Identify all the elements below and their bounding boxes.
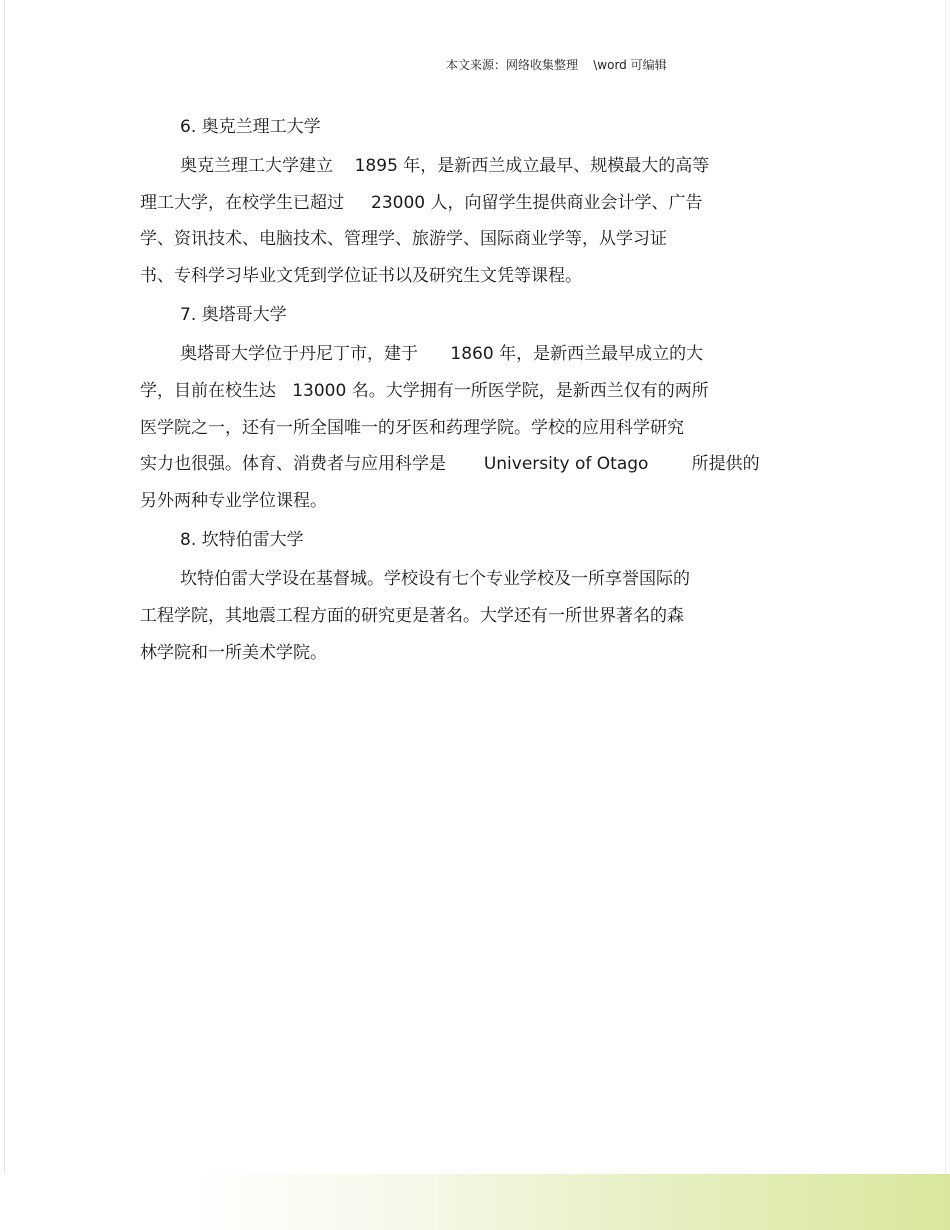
page-right-edge <box>945 0 946 1230</box>
page-left-edge <box>4 0 5 1230</box>
paragraph-line: 理工大学，在校学生已超过 23000 人，向留学生提供商业会计学、广告 <box>140 192 703 213</box>
paragraph-line: 学、资讯技术、电脑技术、管理学、旅游学、国际商业学等，从学习证 <box>140 229 667 250</box>
paragraph-line: 奥克兰理工大学建立 1895 年，是新西兰成立最早、规模最大的高等 <box>180 156 710 176</box>
decorative-footer-gradient <box>0 1174 950 1230</box>
section-paragraph-8 <box>140 561 810 671</box>
section-heading-6: 6. 奥克兰理工大学 <box>180 117 321 137</box>
document-body <box>140 112 810 677</box>
section-paragraph-6 <box>140 148 810 294</box>
paragraph-line: 学，目前在校生达 13000 名。大学拥有一所医学院，是新西兰仅有的两所 <box>140 380 709 401</box>
section-heading-8: 8. 坎特伯雷大学 <box>180 530 304 551</box>
paragraph-line: 工程学院，其地震工程方面的研究更是著名。大学还有一所世界著名的森 <box>140 605 684 626</box>
paragraph-line: 坎特伯雷大学设在基督城。学校设有七个专业学校及一所享誉国际的 <box>180 569 690 590</box>
paragraph-line: 林学院和一所美术学院。 <box>140 642 327 663</box>
section-paragraph-7 <box>140 336 810 519</box>
source-note: 本文来源：网络收集整理 \word 可编辑 <box>446 58 667 72</box>
paragraph-line: 奥塔哥大学位于丹尼丁市，建于 1860 年，是新西兰最早成立的大 <box>180 344 704 365</box>
paragraph-line: 书、专科学习毕业文凭到学位证书以及研究生文凭等课程。 <box>140 265 582 286</box>
paragraph-line: 实力也很强。体育、消费者与应用科学是 University of Otago 所提供的 <box>140 454 760 475</box>
paragraph-line: 另外两种专业学位课程。 <box>140 490 327 511</box>
section-heading-7: 7. 奥塔哥大学 <box>180 305 287 326</box>
paragraph-line: 医学院之一，还有一所全国唯一的牙医和药理学院。学校的应用科学研究 <box>140 417 684 438</box>
